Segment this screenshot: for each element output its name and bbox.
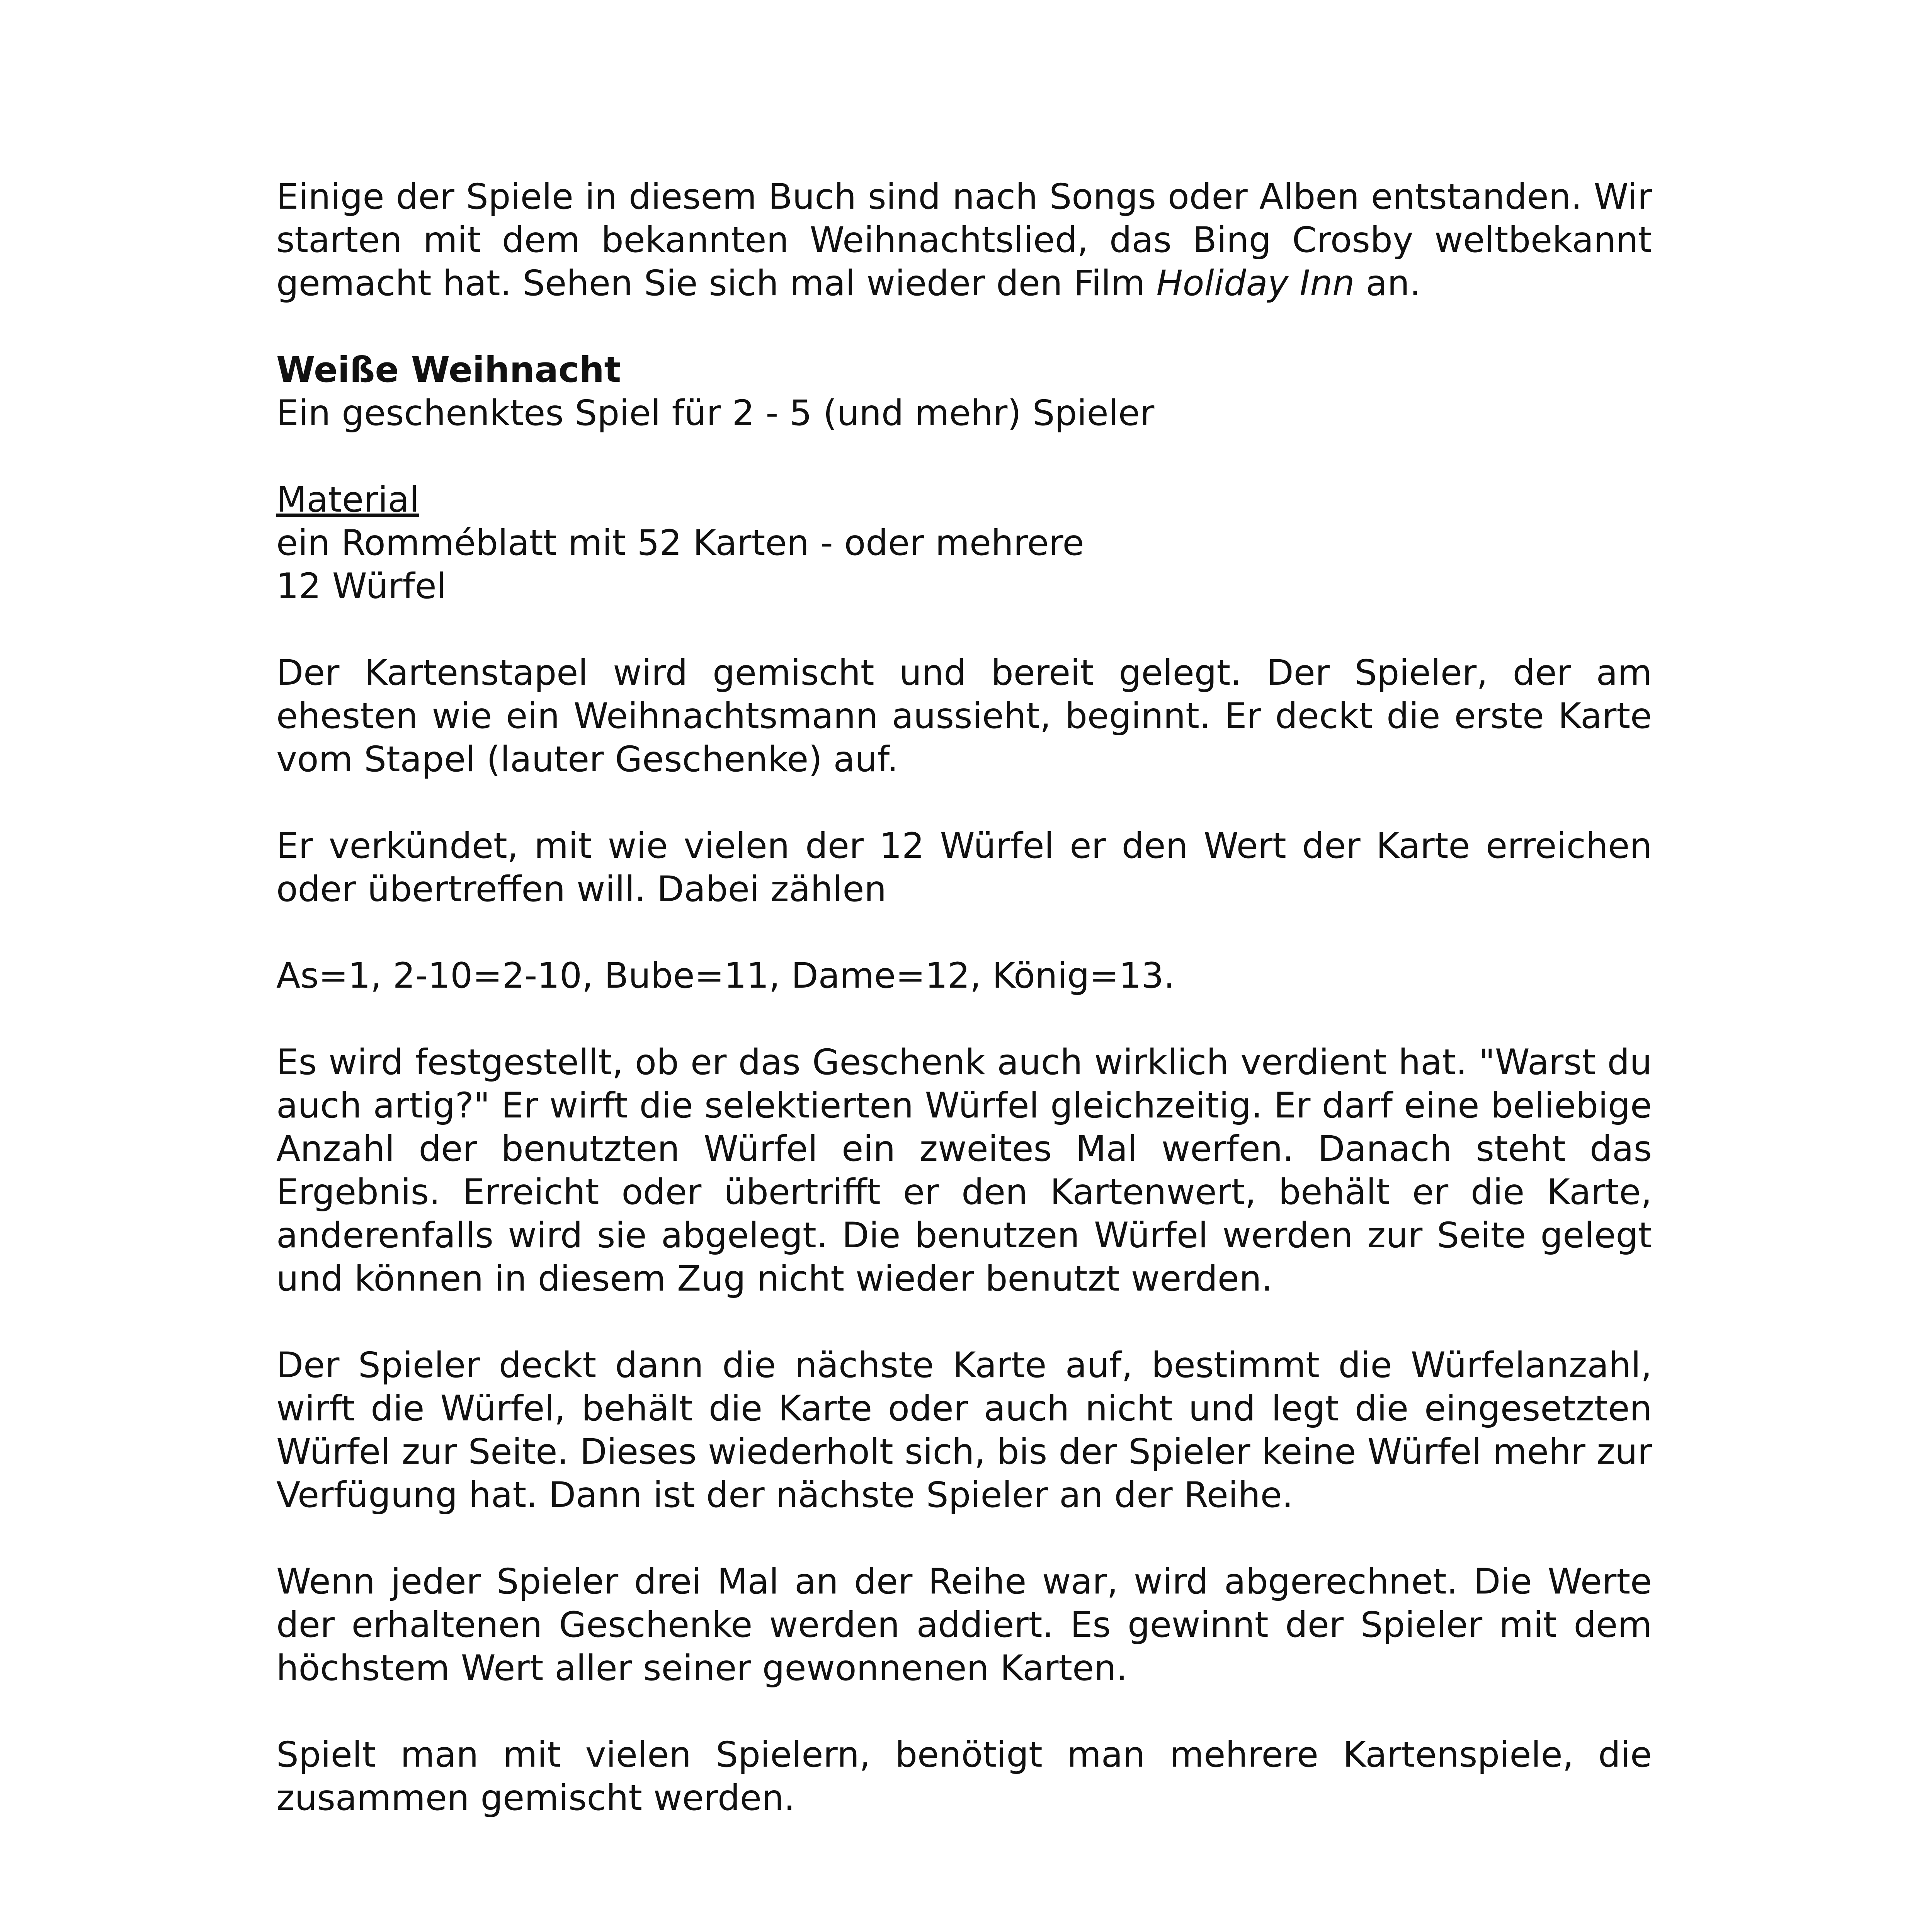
material-section [276,478,1652,608]
game-subtitle: Ein geschenktes Spiel für 2 - 5 (und mehr) Spieler [276,393,1155,434]
rules-paragraph: Der Spieler deckt dann die nächste Karte auf, bestimmt die Würfelanzahl, wirft die Würfel, behält die Karte oder auch nicht und legt die eingesetzten Würfel zur Seite. Dieses wiederholt sich, bis der Spieler keine Würfel mehr zur Verfügung hat. Dann ist der nächste Spieler an der Reihe. [276,1345,1652,1515]
material-item: ein Romméblatt mit 52 Karten - oder mehrere [276,523,1084,563]
material-item: 12 Würfel [276,566,446,607]
film-title: Holiday Inn [1156,263,1355,304]
page-body [276,175,1652,1863]
rules-paragraph: Spielt man mit vielen Spielern, benötigt man mehrere Kartenspiele, die zusammen gemischt werden. [276,1735,1652,1818]
rules-paragraph: Der Kartenstapel wird gemischt und bereit gelegt. Der Spieler, der am ehesten wie ein Weihnachtsmann aussieht, beginnt. Er deckt die erste Karte vom Stapel (lauter Geschenke) auf. [276,653,1652,780]
intro-paragraph [276,175,1652,305]
intro-text: Einige der Spiele in diesem Buch sind nach Songs oder Alben entstanden. Wir starten mit dem bekannten Weihnachtslied, das Bing Crosby weltbekannt gemacht hat. Sehen Sie sich mal wieder den Film [276,177,1652,304]
card-values: As=1, 2-10=2-10, Bube=11, Dame=12, König=13. [276,956,1175,996]
material-label: Material [276,480,419,520]
rules-paragraph: Wenn jeder Spieler drei Mal an der Reihe war, wird abgerechnet. Die Werte der erhaltenen Geschenke werden addiert. Es gewinnt der Spieler mit dem höchstem Wert aller seiner gewonnenen Karten. [276,1561,1652,1689]
intro-text-end: an. [1366,263,1421,304]
rules-paragraph: Er verkündet, mit wie vielen der 12 Würfel er den Wert der Karte erreichen oder übertreffen will. Dabei zählen [276,826,1652,910]
rules-paragraph: Es wird festgestellt, ob er das Geschenk auch wirklich verdient hat. "Warst du auch artig?" Er wirft die selektierten Würfel gleichzeitig. Er darf eine beliebige Anzahl der benutzten Würfel ein zweites Mal werfen. Danach steht das Ergebnis. Erreicht oder übertrifft er den Kartenwert, behält er die Karte, anderenfalls wird sie abgelegt. Die benutzen Würfel werden zur Seite gelegt und können in diesem Zug nicht wieder benutzt werden. [276,1042,1652,1299]
game-title: Weiße Weihnacht [276,350,621,390]
